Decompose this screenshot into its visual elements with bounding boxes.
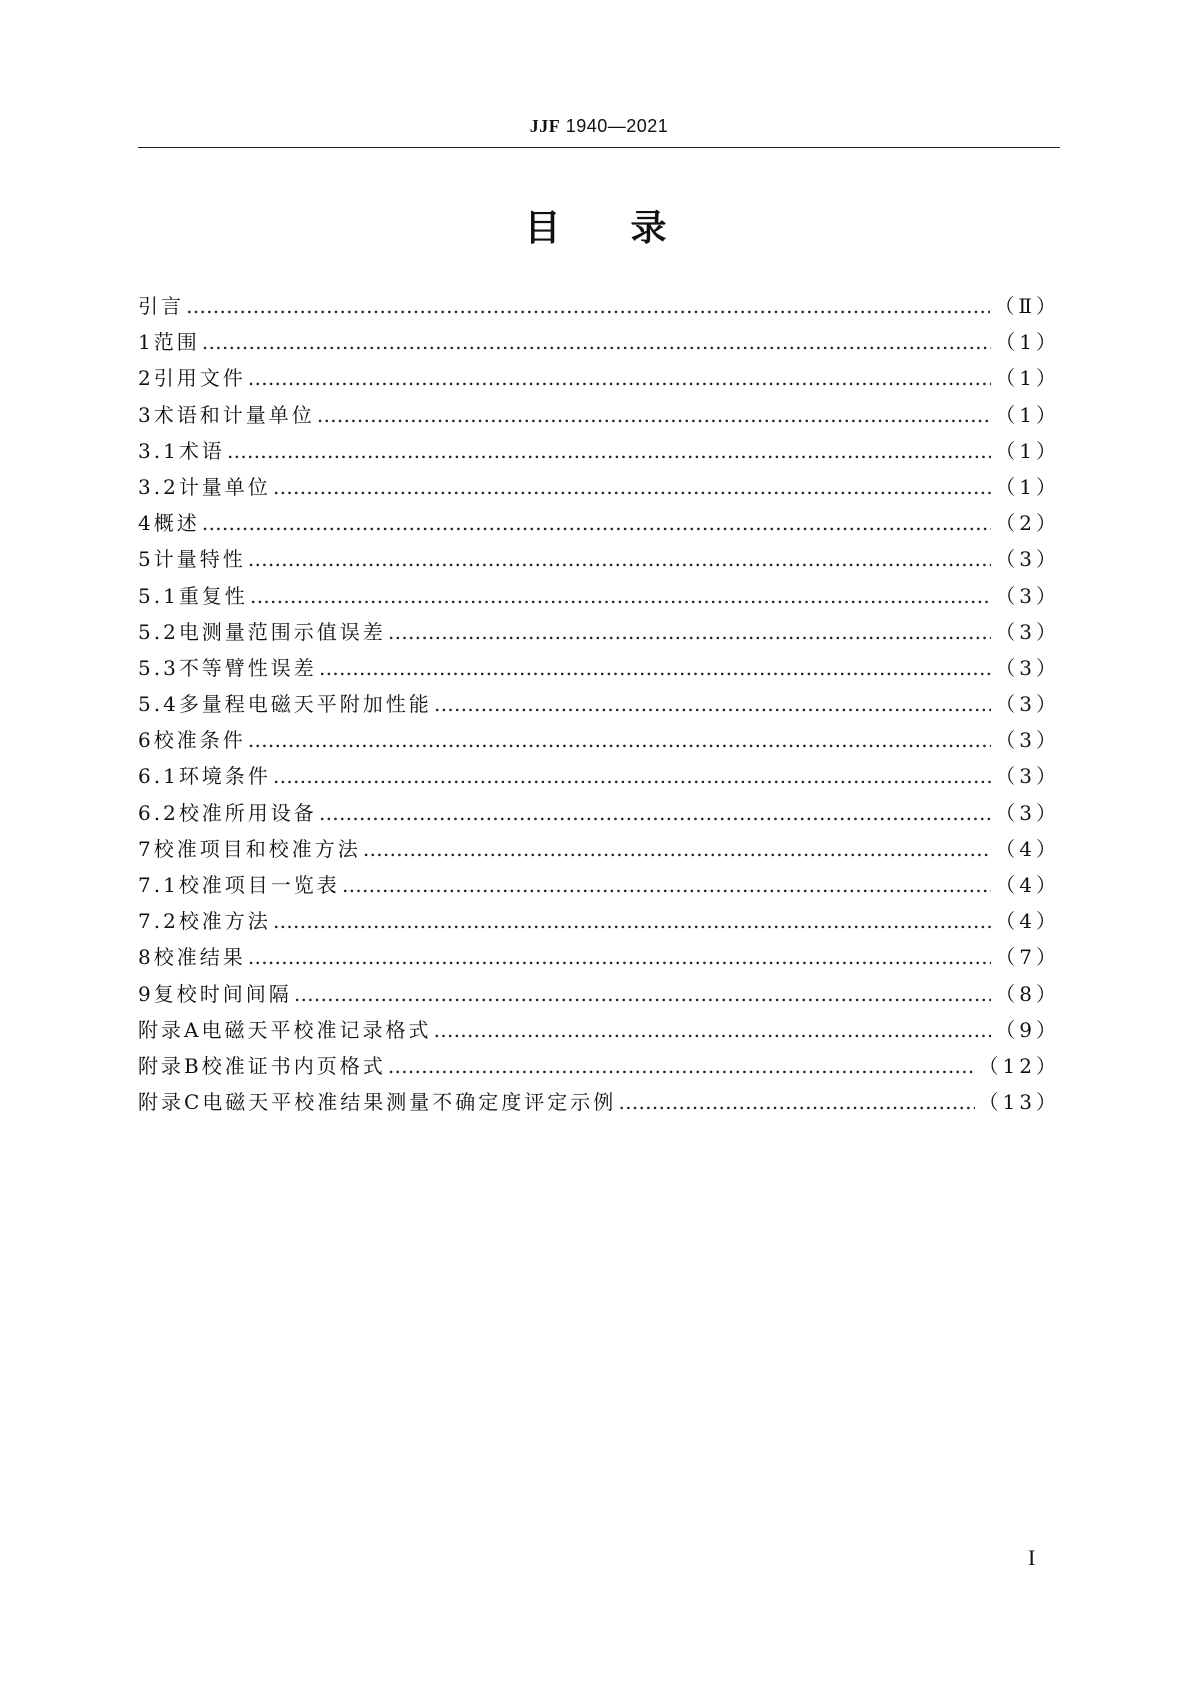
toc-entry[interactable] xyxy=(138,433,1060,469)
toc-entry[interactable] xyxy=(138,795,1060,831)
toc-entry-page: （4） xyxy=(995,909,1060,934)
toc-entry-number: 5.3 xyxy=(138,655,179,680)
toc-entry[interactable] xyxy=(138,903,1060,939)
toc-entry[interactable] xyxy=(138,867,1060,903)
toc-dot-leader xyxy=(294,976,992,1012)
toc-entry-number: 5 xyxy=(138,547,154,572)
toc-entry-label: 计量单位 xyxy=(178,474,271,499)
toc-entry-number: 3.1 xyxy=(138,438,179,463)
toc-entry-page: （1） xyxy=(995,330,1060,355)
toc-dot-leader xyxy=(434,686,991,722)
toc-entry-page: （Ⅱ） xyxy=(994,294,1060,318)
toc-entry-label: 范围 xyxy=(153,330,200,355)
standard-code-prefix: JJF xyxy=(529,116,561,136)
toc-entry-label: 概述 xyxy=(153,511,200,536)
toc-entry[interactable] xyxy=(138,505,1060,541)
toc-entry-page: （3） xyxy=(995,655,1060,680)
toc-dot-leader xyxy=(388,614,991,650)
toc-dot-leader xyxy=(227,433,991,469)
toc-entry-page: （3） xyxy=(995,728,1060,753)
toc-entry[interactable] xyxy=(138,758,1060,794)
toc-dot-leader xyxy=(388,1048,975,1084)
toc-entry-page: （2） xyxy=(995,511,1060,536)
toc-dot-leader xyxy=(248,939,992,975)
toc-entry-label: 重复性 xyxy=(178,583,248,608)
running-header xyxy=(138,116,1060,144)
toc-entry-number: 6.1 xyxy=(138,764,179,789)
toc-entry[interactable] xyxy=(138,1012,1060,1048)
toc-entry-number: 3.2 xyxy=(138,474,179,499)
toc-entry[interactable] xyxy=(138,650,1060,686)
toc-dot-leader xyxy=(319,795,991,831)
toc-dot-leader xyxy=(273,903,991,939)
toc-entry-number: 6.2 xyxy=(138,800,179,825)
toc-entry-number: 6 xyxy=(138,728,154,753)
toc-entry[interactable] xyxy=(138,831,1060,867)
toc-entry-label: 复校时间间隔 xyxy=(153,981,292,1006)
toc-entry-page: （8） xyxy=(995,981,1060,1006)
toc-entry[interactable] xyxy=(138,578,1060,614)
toc-entry-number: 8 xyxy=(138,945,154,970)
toc-entry[interactable] xyxy=(138,288,1060,324)
toc-entry-number: 3 xyxy=(138,402,154,427)
toc-dot-leader xyxy=(363,831,992,867)
toc-entry-page: （3） xyxy=(995,583,1060,608)
toc-entry-page: （4） xyxy=(995,873,1060,897)
toc-dot-leader xyxy=(202,505,992,541)
toc-entry-page: （13） xyxy=(978,1090,1060,1115)
toc-entry-label: 电磁天平校准结果测量不确定度评定示例 xyxy=(202,1090,617,1115)
toc-entry-page: （9） xyxy=(995,1017,1060,1042)
toc-entry[interactable] xyxy=(138,1084,1060,1120)
toc-entry-label: 引用文件 xyxy=(153,366,246,391)
toc-entry[interactable] xyxy=(138,976,1060,1012)
toc-entry-page: （1） xyxy=(995,366,1060,391)
toc-entry[interactable] xyxy=(138,722,1060,758)
toc-entry-label: 校准方法 xyxy=(178,909,271,934)
toc-entry-label: 术语和计量单位 xyxy=(153,402,315,427)
toc-title: 目录 xyxy=(524,208,737,249)
toc-entry[interactable] xyxy=(138,939,1060,975)
toc-entry-number: 附录A xyxy=(138,1017,202,1042)
toc-entry[interactable] xyxy=(138,686,1060,722)
toc-entry-label: 校准所用设备 xyxy=(178,800,317,825)
toc-entry-number: 5.2 xyxy=(138,619,179,644)
toc-entry-page: （3） xyxy=(995,800,1060,825)
toc-entry-page: （3） xyxy=(995,764,1060,789)
toc-entry-number: 2 xyxy=(138,366,154,391)
toc-entry[interactable] xyxy=(138,614,1060,650)
toc-entry-label: 术语 xyxy=(178,438,225,463)
toc-entry-label: 校准条件 xyxy=(153,728,246,753)
toc-entry-number: 1 xyxy=(138,330,154,355)
toc-dot-leader xyxy=(248,360,992,396)
toc-entry-number: 5.1 xyxy=(138,583,179,608)
header-rule xyxy=(138,147,1060,148)
toc-entry-number: 9 xyxy=(138,981,154,1006)
toc-entry-page: （1） xyxy=(995,438,1060,463)
table-of-contents xyxy=(138,288,1060,1120)
toc-entry-label: 引言 xyxy=(138,294,184,318)
toc-entry-number: 7 xyxy=(138,836,154,861)
toc-entry-number: 4 xyxy=(138,511,154,536)
toc-entry-label: 校准结果 xyxy=(153,945,246,970)
toc-entry-page: （3） xyxy=(995,692,1060,717)
toc-entry[interactable] xyxy=(138,541,1060,577)
toc-entry-number: 7.1 xyxy=(138,873,179,897)
toc-entry-number: 5.4 xyxy=(138,692,179,717)
toc-dot-leader xyxy=(202,324,992,360)
toc-entry-label: 计量特性 xyxy=(153,547,246,572)
toc-entry-label: 校准项目和校准方法 xyxy=(153,836,361,861)
toc-entry-label: 电测量范围示值误差 xyxy=(178,619,386,644)
toc-dot-leader xyxy=(248,722,992,758)
toc-entry-label: 校准证书内页格式 xyxy=(201,1053,386,1078)
toc-entry[interactable] xyxy=(138,397,1060,433)
toc-entry-label: 不等臂性误差 xyxy=(178,655,317,680)
toc-entry-label: 电磁天平校准记录格式 xyxy=(201,1017,432,1042)
toc-entry-number: 7.2 xyxy=(138,909,179,934)
toc-entry-page: （1） xyxy=(995,402,1060,427)
toc-dot-leader xyxy=(319,650,991,686)
toc-entry-page: （1） xyxy=(995,474,1060,499)
toc-dot-leader xyxy=(186,288,990,324)
toc-entry[interactable] xyxy=(138,469,1060,505)
toc-dot-leader xyxy=(250,578,991,614)
toc-entry-label: 环境条件 xyxy=(178,764,271,789)
toc-entry-label: 多量程电磁天平附加性能 xyxy=(178,692,432,717)
standard-code-number: 1940—2021 xyxy=(560,116,669,136)
toc-entry-number: 附录C xyxy=(138,1090,203,1115)
toc-dot-leader xyxy=(342,867,991,903)
toc-entry[interactable] xyxy=(138,324,1060,360)
toc-entry-page: （3） xyxy=(995,547,1060,572)
toc-dot-leader xyxy=(273,758,991,794)
toc-entry-page: （12） xyxy=(978,1053,1060,1078)
toc-dot-leader xyxy=(248,541,992,577)
toc-dot-leader xyxy=(317,397,992,433)
toc-entry-page: （4） xyxy=(995,836,1060,861)
toc-entry[interactable] xyxy=(138,1048,1060,1084)
toc-entry-number: 附录B xyxy=(138,1053,202,1078)
toc-entry-page: （3） xyxy=(995,619,1060,644)
page-number: I xyxy=(1028,1545,1036,1570)
toc-dot-leader xyxy=(273,469,991,505)
toc-entry[interactable] xyxy=(138,360,1060,396)
toc-entry-label: 校准项目一览表 xyxy=(178,873,340,897)
toc-dot-leader xyxy=(618,1084,974,1120)
toc-entry-page: （7） xyxy=(995,945,1060,970)
toc-dot-leader xyxy=(433,1012,991,1048)
